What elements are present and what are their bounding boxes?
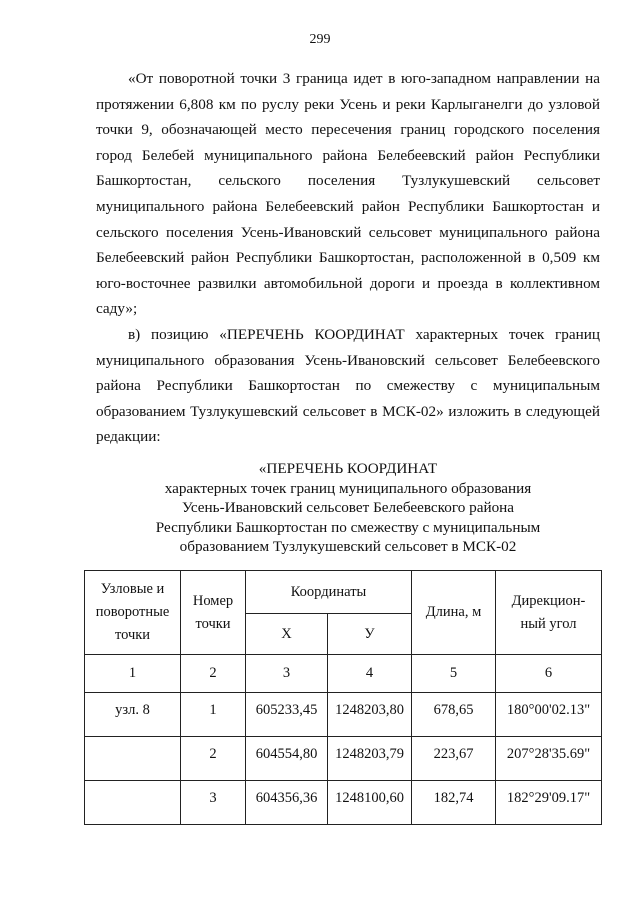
cell-length: 223,67 — [412, 737, 496, 781]
header-y: У — [328, 614, 412, 655]
table-title-line: образованием Тузлукушевский сельсовет в МСК-02 — [179, 538, 517, 555]
header-angle: Дирекцион- ный угол — [496, 571, 602, 655]
cell-x: 605233,45 — [246, 693, 328, 737]
header-nodes: Узловые и поворотные точки — [85, 571, 181, 655]
cell-node — [85, 781, 181, 825]
column-number: 3 — [246, 655, 328, 693]
column-number: 5 — [412, 655, 496, 693]
paragraph-1: «От поворотной точки 3 граница идет в юго-западном направлении на протяжении 6,808 км по руслу реки Усень и реки Карлыганелги до узловой точки 9, обозначающей место пересечения границ городского поселения город Белебей муниципального района Белебеевский район Республики Башкортостан, сельского поселения Тузлукушевский сельсовет муниципального района Белебеевский район Республики Башкортостан и сельского поселения Усень-Ивановский сельсовет муниципального района Белебеевский район Республики Башкортостан, расположенной в 0,509 км юго-восточнее развилки автомобильной дороги и проезда в коллективном саду»; — [96, 70, 600, 318]
coordinates-table — [84, 570, 602, 825]
cell-y: 1248100,60 — [328, 781, 412, 825]
cell-angle: 182°29'09.17" — [496, 781, 602, 825]
column-number: 6 — [496, 655, 602, 693]
header-length: Длина, м — [412, 571, 496, 655]
cell-angle: 207°28'35.69" — [496, 737, 602, 781]
column-number: 2 — [181, 655, 246, 693]
cell-length: 678,65 — [412, 693, 496, 737]
cell-node — [85, 737, 181, 781]
cell-y: 1248203,79 — [328, 737, 412, 781]
table-row — [85, 737, 602, 781]
body-text — [96, 66, 600, 450]
table-title-line: Республики Башкортостан по смежеству с муниципальным — [155, 518, 541, 536]
table-title — [96, 459, 600, 557]
cell-y: 1248203,80 — [328, 693, 412, 737]
column-numbers-row — [85, 655, 602, 693]
cell-length: 182,74 — [412, 781, 496, 825]
cell-x: 604356,36 — [246, 781, 328, 825]
column-number: 1 — [85, 655, 181, 693]
table-title-line: характерных точек границ муниципального образования — [164, 479, 532, 497]
table-title-line: Усень-Ивановский сельсовет Белебеевского района — [181, 499, 515, 516]
page-number: 299 — [309, 32, 331, 47]
header-x: X — [246, 614, 328, 655]
cell-x: 604554,80 — [246, 737, 328, 781]
cell-point: 3 — [181, 781, 246, 825]
cell-node: узл. 8 — [85, 693, 181, 737]
header-coordinates: Координаты — [246, 571, 412, 614]
table-row — [85, 781, 602, 825]
cell-point: 1 — [181, 693, 246, 737]
header-point-number: Номер точки — [181, 571, 246, 655]
table-title-line: «ПЕРЕЧЕНЬ КООРДИНАТ — [258, 460, 438, 477]
cell-angle: 180°00'02.13" — [496, 693, 602, 737]
paragraph-2: в) позицию «ПЕРЕЧЕНЬ КООРДИНАТ характерных точек границ муниципального образования Усень-Ивановский сельсовет Белебеевского района Республики Башкортостан по смежеству с муниципальным образованием Тузлукушевский сельсовет в МСК-02» изложить в следующей редакции: — [96, 325, 600, 446]
cell-point: 2 — [181, 737, 246, 781]
column-number: 4 — [328, 655, 412, 693]
table-row — [85, 693, 602, 737]
